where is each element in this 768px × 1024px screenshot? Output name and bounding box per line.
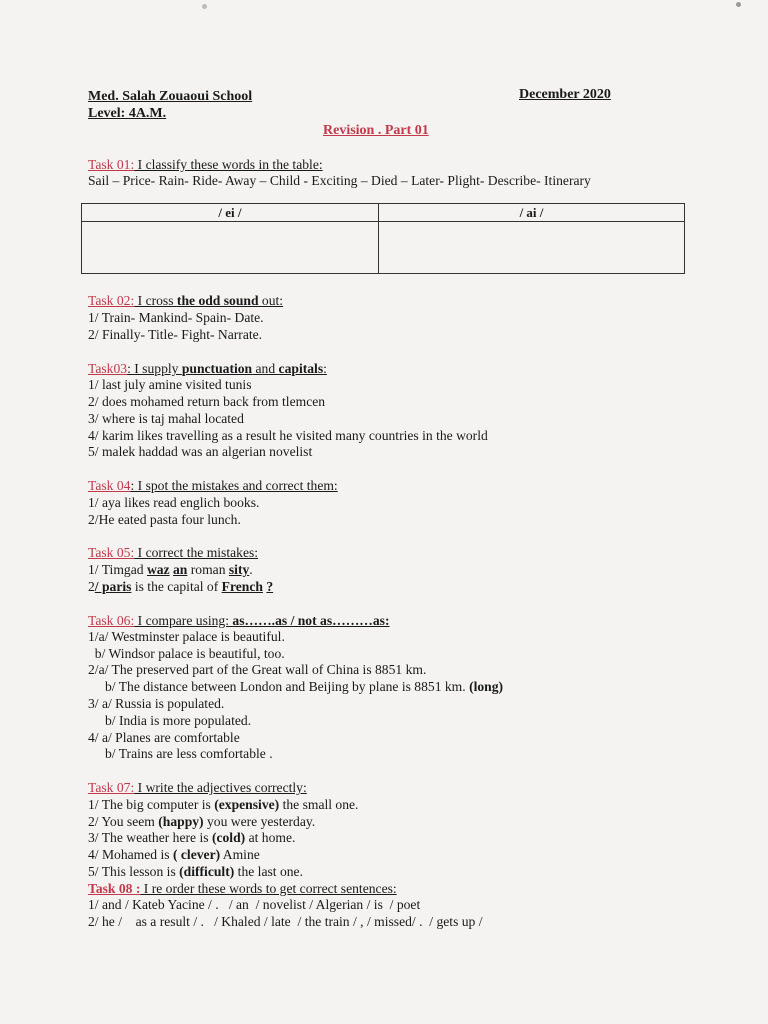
task07-label: Task 07:: [88, 780, 135, 795]
level: Level: 4A.M.: [88, 106, 167, 121]
task01-heading: [88, 157, 323, 173]
text: 5/ This lesson is: [88, 864, 180, 879]
list-item: 2/ does mohamed return back from tlemcen: [88, 394, 326, 409]
task08-heading: [88, 881, 397, 897]
task06-label: Task 06:: [88, 613, 135, 628]
task02-instr-pre: I cross: [134, 293, 177, 308]
task04-heading: [88, 478, 338, 494]
text: 1/ Timgad: [88, 562, 147, 577]
text: Amine: [220, 847, 260, 862]
mistake-word: / paris: [94, 579, 132, 594]
task01-label: Task 01:: [88, 157, 135, 172]
list-item: 4/ karim likes travelling as a result he visited many countries in the world: [88, 428, 488, 443]
list-item: 3/ where is taj mahal located: [88, 411, 244, 426]
list-item: 4/ a/ Planes are comfortable: [88, 730, 240, 745]
task03-instr-bold2: capitals: [278, 361, 324, 376]
task05-instruction: I correct the mistakes:: [134, 545, 259, 560]
list-item: [88, 847, 260, 863]
task06-instr-bold: as…….as / not as………as:: [232, 613, 390, 628]
school-name: Med. Salah Zouaoui School: [88, 89, 253, 104]
scan-speck: [736, 2, 741, 7]
text: 4/ Mohamed is: [88, 847, 173, 862]
task06-instr-pre: I compare using:: [134, 613, 233, 628]
task01-words: Sail – Price- Rain- Ride- Away – Child - Exciting – Died – Later- Plight- Describe- Itinerary: [88, 173, 591, 188]
adjective: (difficult): [179, 864, 235, 879]
task07-instruction: I write the adjectives correctly:: [134, 780, 307, 795]
task05-label: Task 05:: [88, 545, 135, 560]
list-item: 2/He eated pasta four lunch.: [88, 512, 241, 527]
task03-heading: [88, 361, 327, 377]
adjective: (cold): [211, 830, 246, 845]
list-item: 2/ Finally- Title- Fight- Narrate.: [88, 327, 263, 342]
text: 2/ You seem: [88, 814, 159, 829]
task05-line1: [88, 562, 253, 578]
list-item: 1/ last july amine visited tunis: [88, 377, 252, 392]
list-item: b/ Windsor palace is beautiful, too.: [88, 646, 285, 661]
list-item-long: [88, 679, 503, 695]
text: 3/ The weather here is: [88, 830, 212, 845]
text: b/ The distance between London and Beijing by plane is 8851 km.: [88, 679, 470, 694]
classification-table: [81, 203, 685, 274]
list-item: 1/a/ Westminster palace is beautiful.: [88, 629, 285, 644]
list-item: 1/ Train- Mankind- Spain- Date.: [88, 310, 264, 325]
list-item: [88, 864, 303, 880]
text: .: [249, 562, 253, 577]
task05-heading: [88, 545, 258, 561]
task04-instruction: : I spot the mistakes and correct them:: [130, 478, 338, 493]
list-item: 1/ aya likes read englich books.: [88, 495, 260, 510]
text: 2: [88, 579, 95, 594]
list-item: 3/ a/ Russia is populated.: [88, 696, 225, 711]
table-header-ei: / ei /: [82, 204, 379, 222]
mistake-word: ?: [266, 579, 274, 594]
task03-instr-pre: : I supply: [127, 361, 182, 376]
hint-word: (long): [469, 679, 504, 694]
task02-label: Task 02:: [88, 293, 135, 308]
list-item: 2/ he / as a result / . / Khaled / late / the train / , / missed/ . / gets up /: [88, 914, 483, 929]
task01-instruction: I classify these words in the table:: [134, 157, 323, 172]
mistake-word: French: [221, 579, 263, 594]
task04-label: Task 04: [88, 478, 131, 493]
adjective: ( clever): [172, 847, 221, 862]
table-cell-ei[interactable]: [82, 222, 379, 274]
task03-instr-bold1: punctuation: [181, 361, 253, 376]
task03-instr-mid: and: [252, 361, 279, 376]
text: 1/ The big computer is: [88, 797, 215, 812]
list-item: 5/ malek haddad was an algerian novelist: [88, 444, 313, 459]
task02-instr-bold: the odd sound: [176, 293, 259, 308]
list-item: [88, 830, 295, 846]
adjective: (expensive): [214, 797, 280, 812]
list-item: b/ Trains are less comfortable .: [88, 746, 273, 761]
task03-instr-post: :: [323, 361, 327, 376]
text: the last one.: [234, 864, 303, 879]
list-item: [88, 797, 358, 813]
list-item: 1/ and / Kateb Yacine / . / an / novelist / Algerian / is / poet: [88, 897, 421, 912]
task08-label: Task 08 :: [88, 881, 141, 896]
date: December 2020: [519, 87, 611, 102]
list-item: [88, 814, 315, 830]
text: roman: [187, 562, 229, 577]
mistake-word: waz: [146, 562, 170, 577]
task02-instr-post: out:: [258, 293, 284, 308]
scan-speck: [202, 4, 207, 9]
adjective: (happy): [158, 814, 204, 829]
table-header-ai: / ai /: [378, 204, 684, 222]
text: you were yesterday.: [203, 814, 316, 829]
task05-line2: [88, 579, 273, 595]
page-title: Revision . Part 01: [323, 123, 429, 138]
mistake-word: sity: [228, 562, 250, 577]
text: is the capital of: [131, 579, 222, 594]
table-cell-ai[interactable]: [378, 222, 684, 274]
task03-label: Task03: [88, 361, 128, 376]
list-item: b/ India is more populated.: [88, 713, 252, 728]
text: the small one.: [279, 797, 359, 812]
list-item: 2/a/ The preserved part of the Great wall of China is 8851 km.: [88, 662, 427, 677]
mistake-word: an: [173, 562, 188, 577]
task08-instruction: I re order these words to get correct sentences:: [140, 881, 397, 896]
task02-heading: [88, 293, 283, 309]
task07-heading: [88, 780, 307, 796]
task06-heading: [88, 613, 390, 629]
text: at home.: [245, 830, 296, 845]
